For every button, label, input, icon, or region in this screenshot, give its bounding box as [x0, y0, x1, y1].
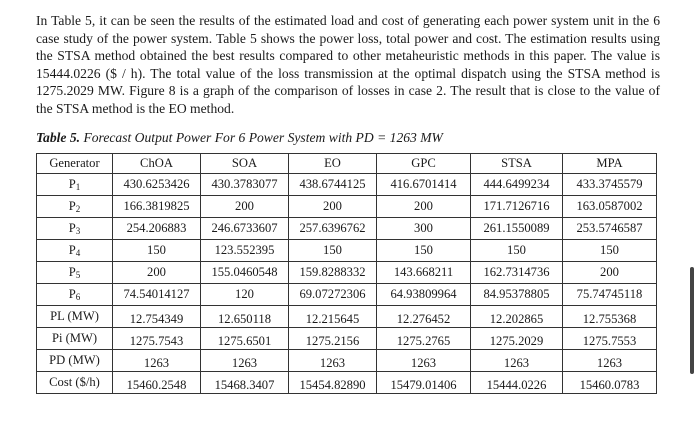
row-label-text: PL (MW) — [50, 309, 99, 323]
header-mpa: MPA — [563, 154, 657, 174]
table-row — [37, 218, 657, 240]
row-label-subscript: 5 — [75, 270, 81, 280]
table-row — [37, 174, 657, 196]
table-cell: 1263 — [113, 350, 201, 372]
table-cell: 15460.2548 — [113, 372, 201, 394]
table-cell: 15479.01406 — [377, 372, 471, 394]
table-caption-text: Forecast Output Power For 6 Power System with PD = 1263 MW — [80, 130, 443, 145]
header-eo: EO — [289, 154, 377, 174]
row-label-text: Pi (MW) — [51, 331, 98, 345]
header-gpc: GPC — [377, 154, 471, 174]
table-cell: 155.0460548 — [201, 262, 289, 284]
table-cell: 246.6733607 — [201, 218, 289, 240]
table-cell: 416.6701414 — [377, 174, 471, 196]
table-row — [37, 328, 657, 350]
row-label-text: P — [68, 221, 76, 235]
table-cell: 1275.2156 — [289, 328, 377, 350]
table-cell: 1263 — [377, 350, 471, 372]
row-label — [37, 284, 113, 306]
row-label-text: P — [68, 265, 76, 279]
table-cell: 12.755368 — [563, 306, 657, 328]
row-label-text: P — [68, 287, 76, 301]
table-cell: 1263 — [201, 350, 289, 372]
table-caption-label: Table 5. — [36, 130, 81, 145]
table-cell: 1275.7543 — [113, 328, 201, 350]
table-cell: 200 — [201, 196, 289, 218]
row-label-subscript: 1 — [75, 182, 81, 192]
table-cell: 430.3783077 — [201, 174, 289, 196]
table-caption — [36, 130, 443, 146]
table-cell: 438.6744125 — [289, 174, 377, 196]
table-cell: 159.8288332 — [289, 262, 377, 284]
table-cell: 12.276452 — [377, 306, 471, 328]
row-label-text: Cost ($/h) — [49, 375, 100, 389]
table-cell: 15444.0226 — [471, 372, 563, 394]
table-cell: 12.650118 — [201, 306, 289, 328]
row-label-text: P — [68, 199, 76, 213]
table-cell: 254.206883 — [113, 218, 201, 240]
row-label — [37, 328, 113, 350]
table-header-row — [37, 154, 657, 174]
results-table — [36, 153, 657, 394]
table-cell: 300 — [377, 218, 471, 240]
table-cell: 1275.2029 — [471, 328, 563, 350]
table-row — [37, 284, 657, 306]
table-cell: 15468.3407 — [201, 372, 289, 394]
table-cell: 430.6253426 — [113, 174, 201, 196]
table-row — [37, 240, 657, 262]
table-cell: 1275.6501 — [201, 328, 289, 350]
table-cell: 200 — [563, 262, 657, 284]
table-cell: 1275.7553 — [563, 328, 657, 350]
table-cell: 257.6396762 — [289, 218, 377, 240]
row-label-text: P — [68, 243, 76, 257]
header-stsa: STSA — [471, 154, 563, 174]
row-label — [37, 174, 113, 196]
table-cell: 162.7314736 — [471, 262, 563, 284]
table-cell: 444.6499234 — [471, 174, 563, 196]
row-label-subscript: 2 — [75, 204, 81, 214]
table-cell: 150 — [113, 240, 201, 262]
table-row — [37, 372, 657, 394]
table-cell: 150 — [471, 240, 563, 262]
table-cell: 15454.82890 — [289, 372, 377, 394]
row-label-subscript: 4 — [75, 248, 81, 258]
table-cell: 120 — [201, 284, 289, 306]
scrollbar-thumb[interactable] — [690, 267, 694, 374]
row-label-subscript: 3 — [75, 226, 81, 236]
table-cell: 200 — [289, 196, 377, 218]
row-label — [37, 240, 113, 262]
table-cell: 15460.0783 — [563, 372, 657, 394]
table-cell: 1263 — [471, 350, 563, 372]
table-cell: 1275.2765 — [377, 328, 471, 350]
table-cell: 253.5746587 — [563, 218, 657, 240]
table-cell: 166.3819825 — [113, 196, 201, 218]
table-cell: 171.7126716 — [471, 196, 563, 218]
row-label — [37, 372, 113, 394]
table-cell: 69.07272306 — [289, 284, 377, 306]
table-cell: 12.215645 — [289, 306, 377, 328]
table-row — [37, 196, 657, 218]
table-cell: 1263 — [289, 350, 377, 372]
row-label — [37, 350, 113, 372]
table-cell: 150 — [563, 240, 657, 262]
header-generator: Generator — [37, 154, 113, 174]
table-cell: 75.74745118 — [563, 284, 657, 306]
table-row — [37, 350, 657, 372]
body-paragraph: In Table 5, it can be seen the results of the estimated load and cost of generating each power system unit in the 6 case study of the power system. Table 5 shows the power loss, total power and cost. The estimation results using the STSA method obtained the best results compared to other metaheuristic methods in this paper. The value is 15444.0226 ($ / h). The total value of the loss transmission at the optimal dispatch using the STSA method is 1275.2029 MW. Figure 8 is a graph of the comparison of losses in case 2. The result that is close to the value of the STSA method is the EO method. — [36, 13, 660, 116]
table-cell: 84.95378805 — [471, 284, 563, 306]
header-choa: ChOA — [113, 154, 201, 174]
header-soa: SOA — [201, 154, 289, 174]
table-cell: 200 — [113, 262, 201, 284]
table-cell: 150 — [377, 240, 471, 262]
row-label — [37, 262, 113, 284]
table-cell: 200 — [377, 196, 471, 218]
table-cell: 143.668211 — [377, 262, 471, 284]
row-label — [37, 196, 113, 218]
row-label-text: P — [68, 177, 76, 191]
table-cell: 12.754349 — [113, 306, 201, 328]
table-cell: 74.54014127 — [113, 284, 201, 306]
table-cell: 12.202865 — [471, 306, 563, 328]
table-cell: 64.93809964 — [377, 284, 471, 306]
table-cell: 433.3745579 — [563, 174, 657, 196]
table-cell: 163.0587002 — [563, 196, 657, 218]
table-row — [37, 306, 657, 328]
table-cell: 261.1550089 — [471, 218, 563, 240]
table-cell: 150 — [289, 240, 377, 262]
row-label-text: PD (MW) — [49, 353, 100, 367]
row-label — [37, 306, 113, 328]
row-label-subscript: 6 — [75, 292, 81, 302]
table-cell: 123.552395 — [201, 240, 289, 262]
table-row — [37, 262, 657, 284]
row-label — [37, 218, 113, 240]
table-cell: 1263 — [563, 350, 657, 372]
table-body — [37, 174, 657, 394]
